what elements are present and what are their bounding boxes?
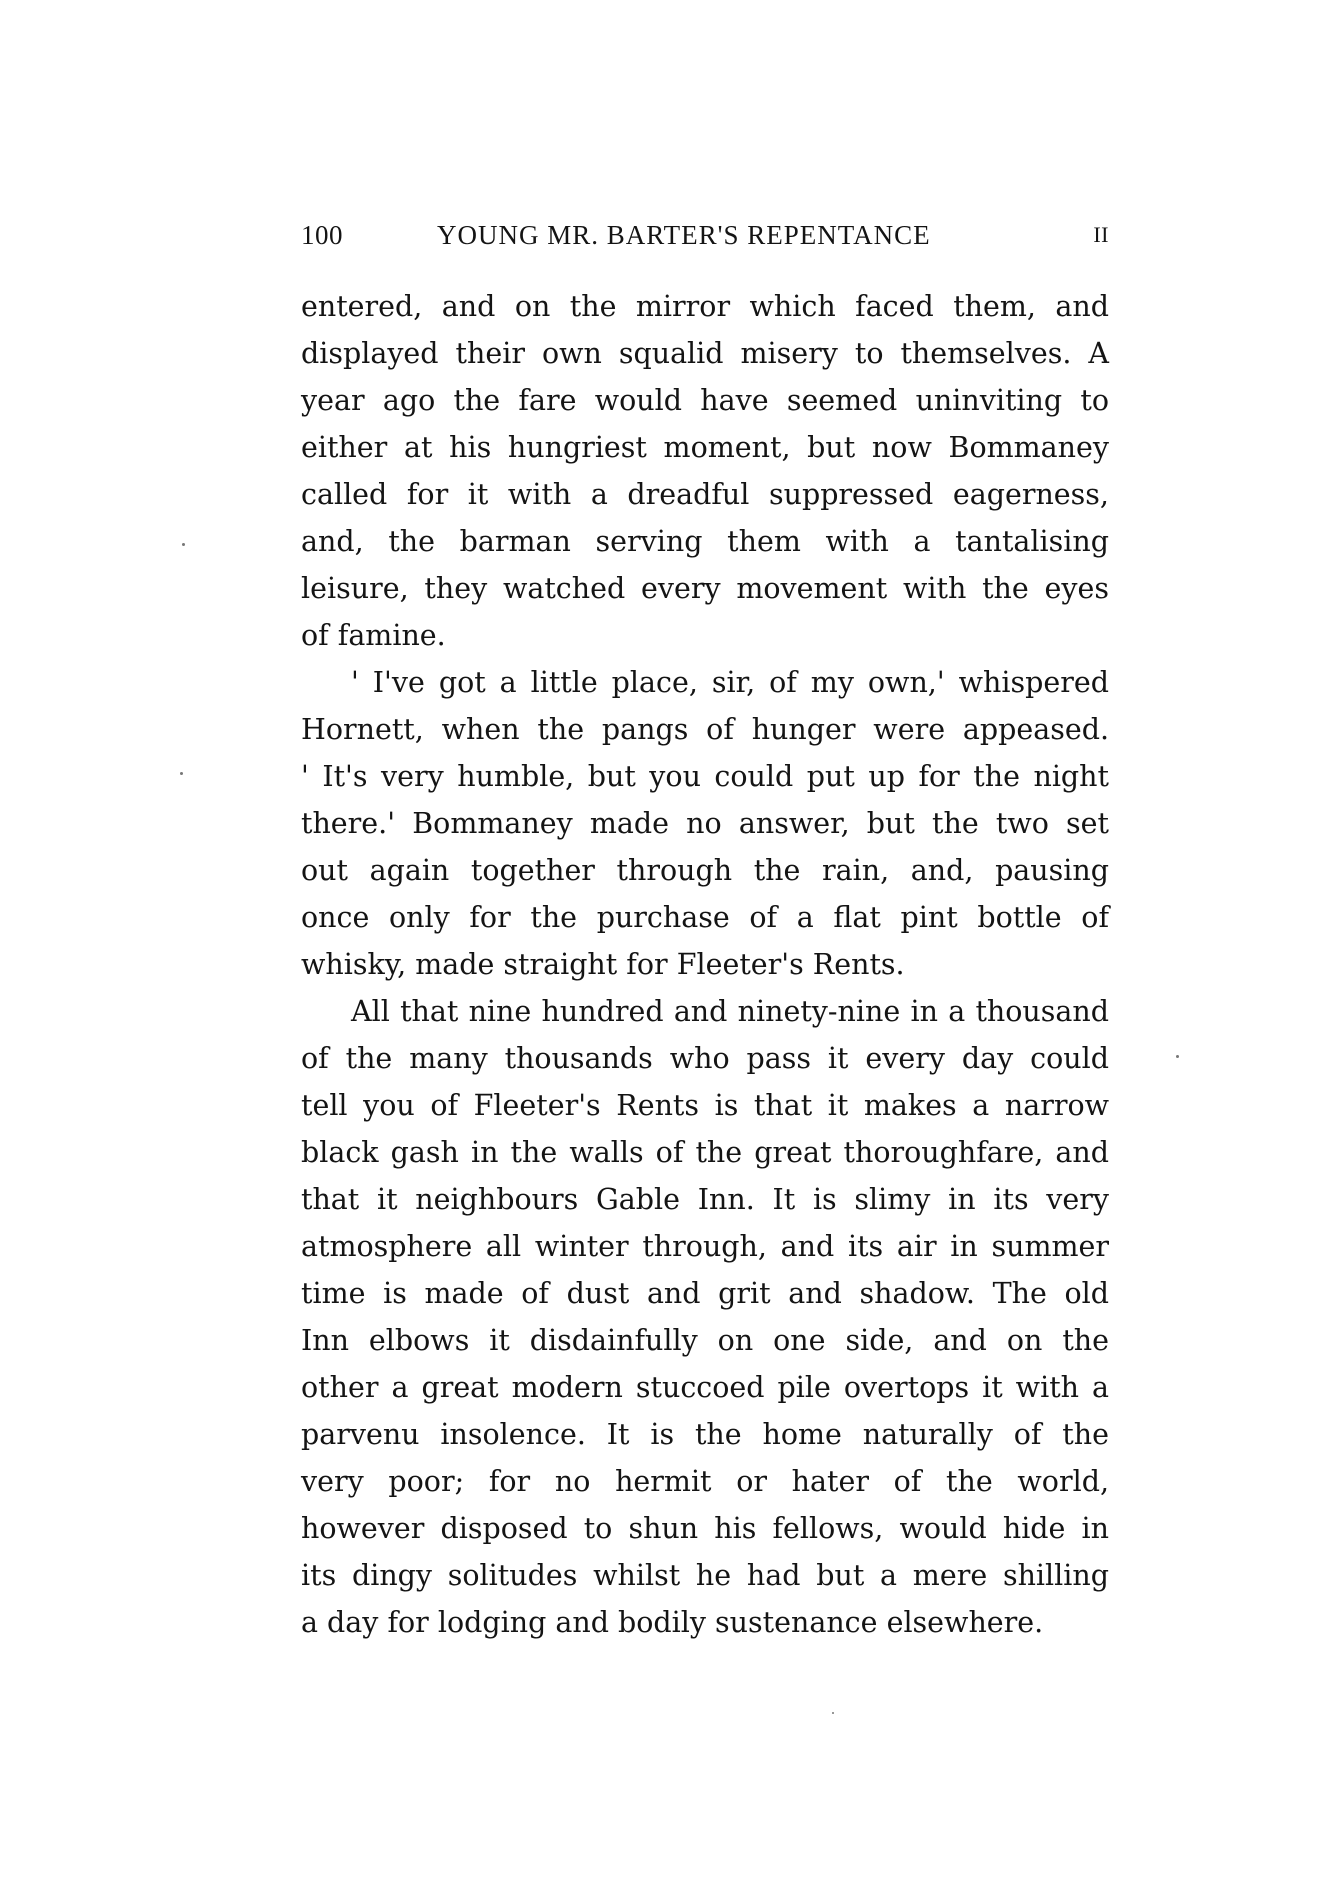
scan-speck [182, 543, 185, 546]
text-line: atmosphere all winter through, and its air in summer [301, 1230, 1109, 1263]
text-line: of famine. [301, 619, 446, 652]
text-line: other a great modern stuccoed pile overtops it with a [301, 1371, 1109, 1404]
paragraph-1 [301, 283, 1109, 659]
running-title: YOUNG MR. BARTER'S REPENTANCE [437, 220, 931, 250]
text-line: whisky, made straight for Fleeter's Rents. [301, 948, 905, 981]
text-line: however disposed to shun his fellows, would hide in [301, 1512, 1109, 1545]
text-line: parvenu insolence. It is the home naturally of the [301, 1418, 1109, 1451]
text-line: a day for lodging and bodily sustenance elsewhere. [301, 1606, 1044, 1639]
text-line: and, the barman serving them with a tantalising [301, 525, 1109, 558]
signature-mark: II [1093, 222, 1109, 247]
text-line: that it neighbours Gable Inn. It is slimy in its very [301, 1183, 1109, 1216]
text-line: called for it with a dreadful suppressed eagerness, [301, 478, 1109, 511]
paragraph-3 [301, 988, 1109, 1646]
text-line: All that nine hundred and ninety-nine in a thousand [351, 995, 1109, 1028]
page-number: 100 [301, 220, 343, 250]
text-line: its dingy solitudes whilst he had but a mere shilling [301, 1559, 1109, 1592]
text-line: ' It's very humble, but you could put up for the night [301, 760, 1109, 793]
paragraph-2 [301, 659, 1109, 988]
scan-speck [1176, 1055, 1179, 1058]
body-text [301, 283, 1109, 1646]
text-line: out again together through the rain, and, pausing [301, 854, 1109, 887]
scan-speck [180, 772, 183, 775]
text-line: entered, and on the mirror which faced them, and [301, 290, 1109, 323]
text-line: very poor; for no hermit or hater of the world, [301, 1465, 1109, 1498]
text-line: there.' Bommaney made no answer, but the two set [301, 807, 1109, 840]
scan-speck [832, 1712, 834, 1714]
text-line: leisure, they watched every movement with the eyes [301, 572, 1109, 605]
running-head [301, 220, 1109, 260]
text-line: displayed their own squalid misery to themselves. A [301, 337, 1109, 370]
text-line: year ago the fare would have seemed uninviting to [301, 384, 1109, 417]
text-line: black gash in the walls of the great thoroughfare, and [301, 1136, 1109, 1169]
text-line: tell you of Fleeter's Rents is that it makes a narrow [301, 1089, 1109, 1122]
text-line: time is made of dust and grit and shadow. The old [301, 1277, 1109, 1310]
text-line: either at his hungriest moment, but now Bommaney [301, 431, 1109, 464]
text-line: Inn elbows it disdainfully on one side, and on the [301, 1324, 1109, 1357]
text-line: of the many thousands who pass it every day could [301, 1042, 1109, 1075]
text-line: Hornett, when the pangs of hunger were appeased. [301, 713, 1109, 746]
text-line: ' I've got a little place, sir, of my own,' whispered [351, 666, 1109, 699]
text-line: once only for the purchase of a flat pint bottle of [301, 901, 1109, 934]
